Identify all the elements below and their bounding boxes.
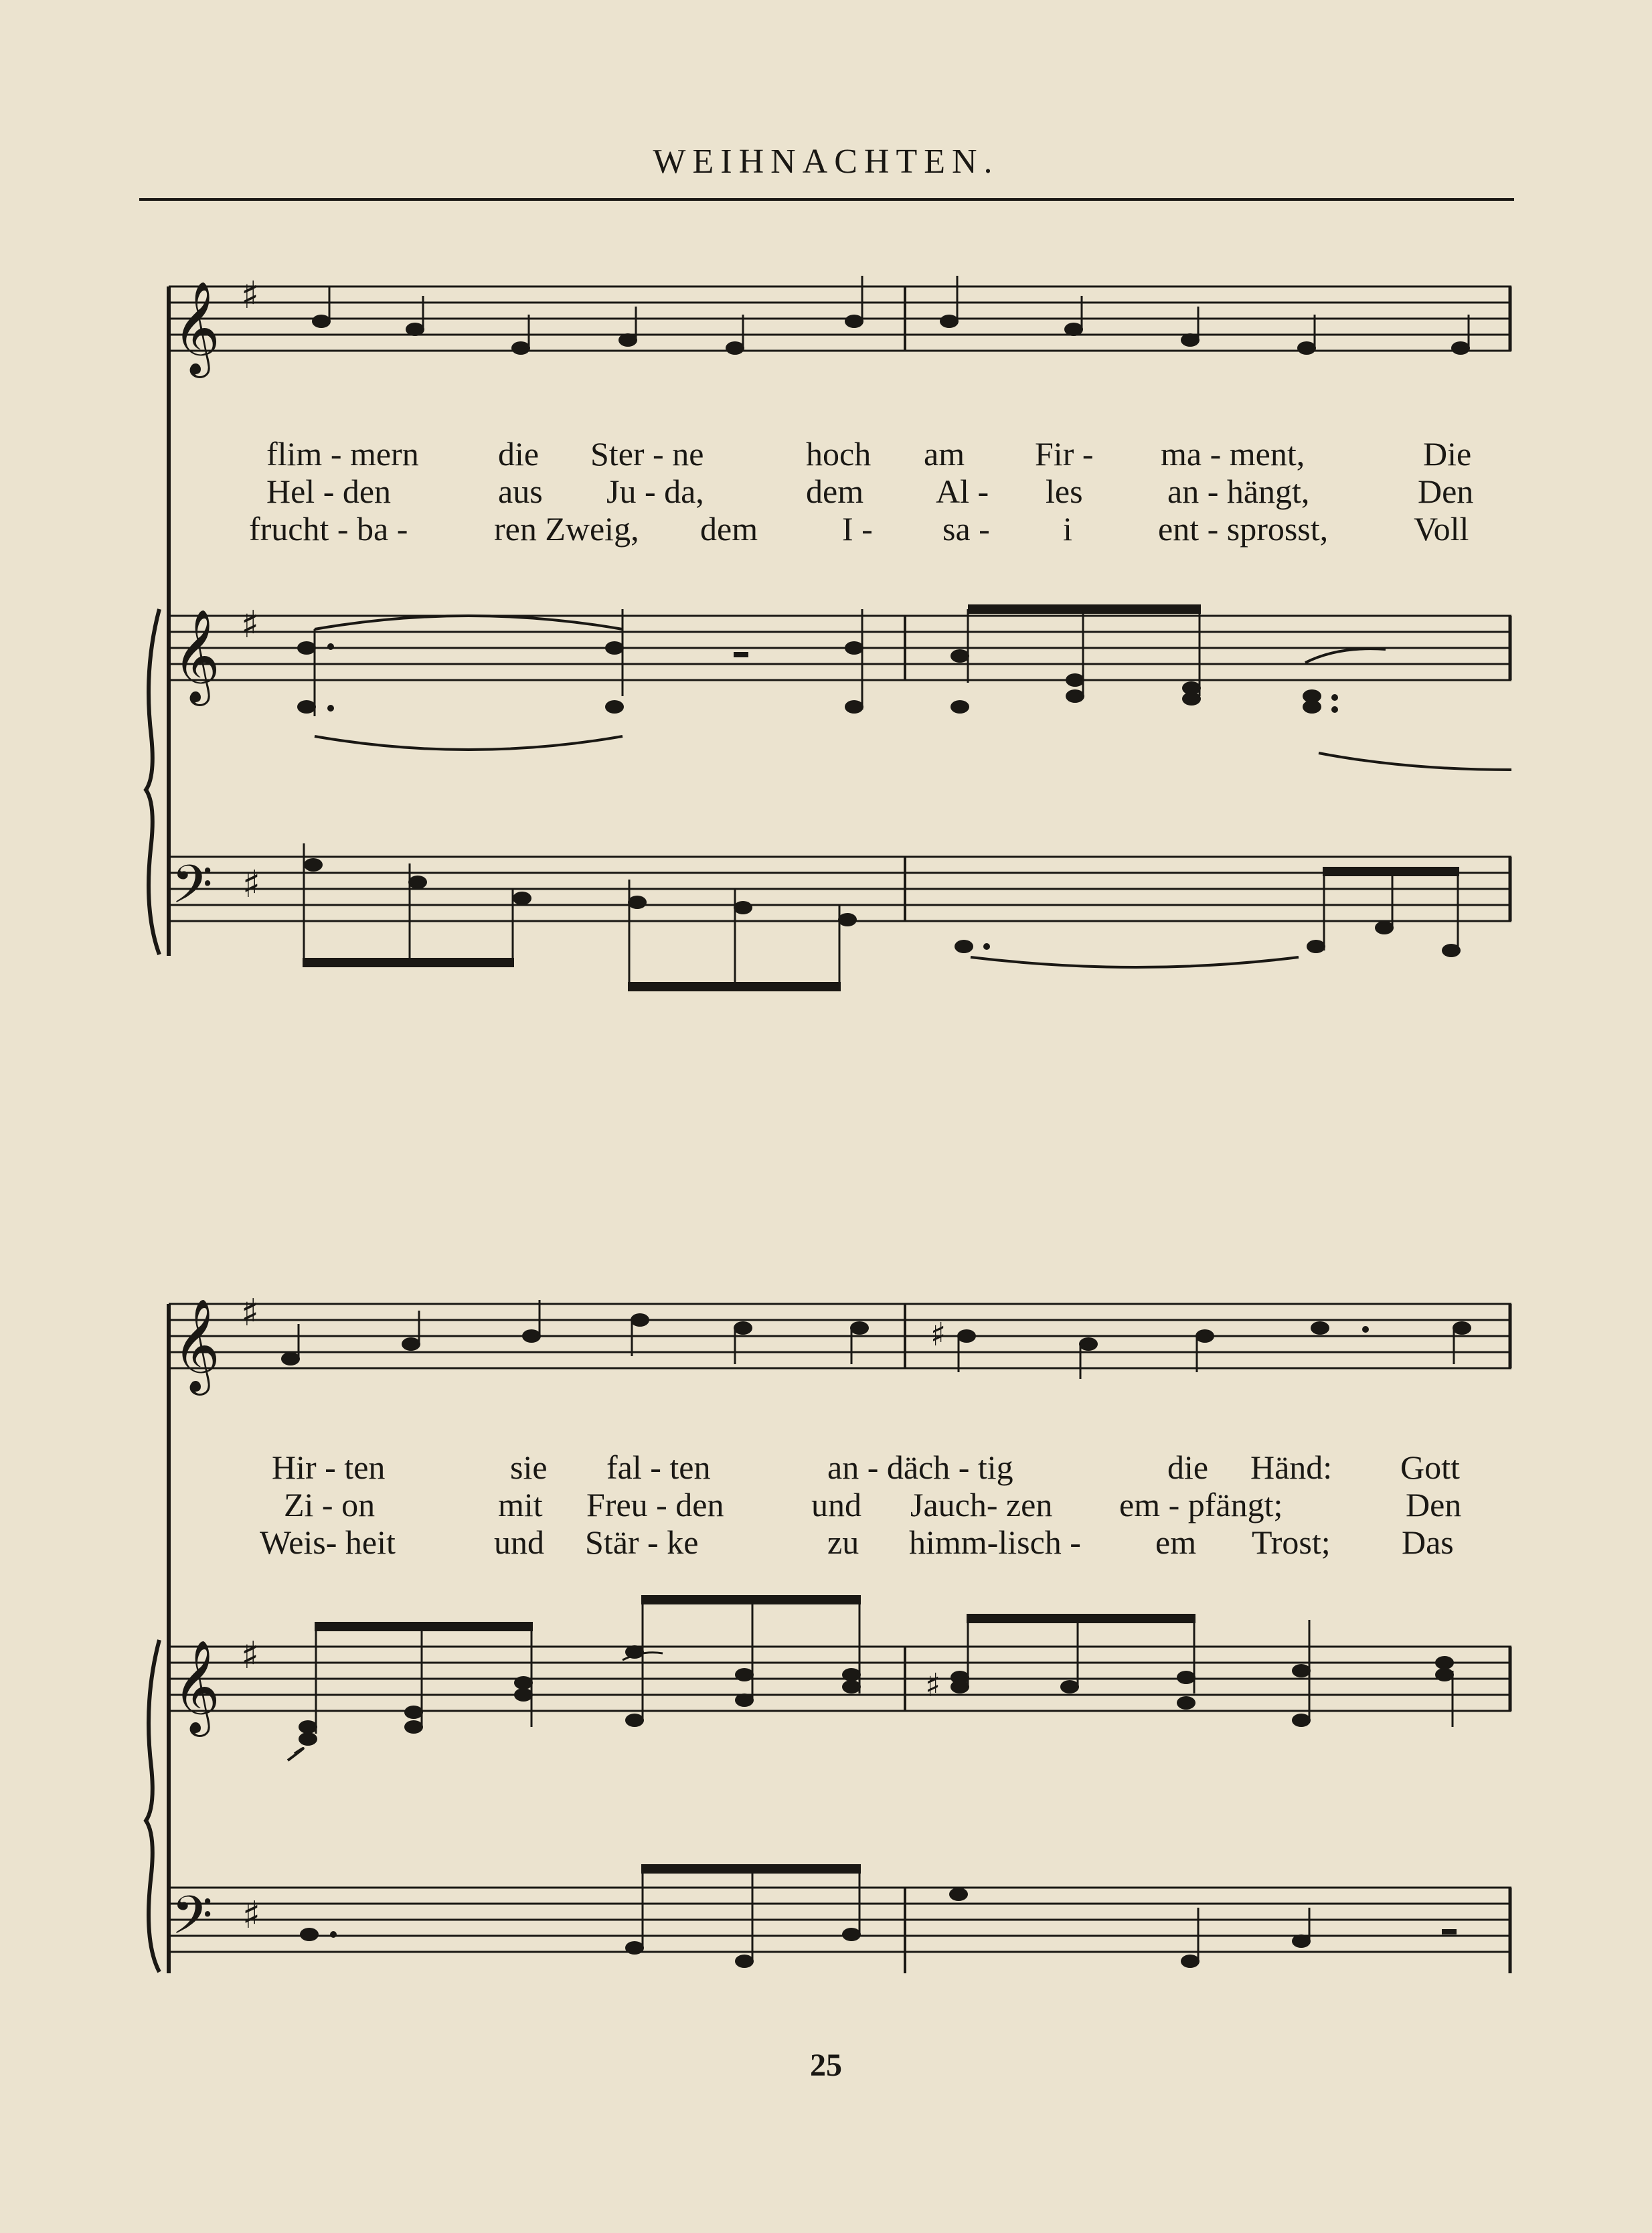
lyric-syllable: les xyxy=(1046,473,1083,510)
svg-text:♯: ♯ xyxy=(242,1894,261,1937)
system-2-lyric-line-1 xyxy=(0,1449,1652,1486)
lyric-syllable: dem xyxy=(700,510,758,548)
svg-text:𝄞: 𝄞 xyxy=(173,609,220,702)
page-number: 25 xyxy=(810,2048,842,2083)
lyric-syllable: und xyxy=(494,1523,544,1561)
lyric-syllable: I - xyxy=(842,510,873,548)
lyric-syllable: Gott xyxy=(1400,1449,1460,1486)
lyric-syllable: em - pfängt; xyxy=(1119,1486,1283,1523)
lyric-syllable: fal - ten xyxy=(606,1449,711,1486)
system-1-score xyxy=(0,254,1652,997)
svg-text:♯: ♯ xyxy=(925,1667,941,1704)
lyric-syllable: Händ: xyxy=(1250,1449,1333,1486)
svg-text:♯: ♯ xyxy=(241,274,260,317)
svg-text:𝄞: 𝄞 xyxy=(173,281,220,374)
system-2-score xyxy=(0,1265,1652,1988)
lyric-syllable: Zi - on xyxy=(284,1486,376,1523)
lyric-syllable: Al - xyxy=(936,473,989,510)
lyric-syllable: Ster - ne xyxy=(590,435,704,473)
lyric-syllable: Voll xyxy=(1414,510,1469,548)
lyric-syllable: Jauch- zen xyxy=(910,1486,1053,1523)
system-1-lyric-line-2 xyxy=(0,473,1652,510)
system-1-lyric-line-3 xyxy=(0,510,1652,548)
svg-text:♯: ♯ xyxy=(241,1634,260,1677)
lyric-syllable: ent - sprosst, xyxy=(1158,510,1329,548)
lyric-syllable: am xyxy=(924,435,965,473)
lyric-syllable: sa - xyxy=(942,510,990,548)
lyric-syllable: an - däch - tig xyxy=(827,1449,1013,1486)
lyric-syllable: Stär - ke xyxy=(585,1523,699,1561)
lyric-syllable: Das xyxy=(1402,1523,1454,1561)
lyric-syllable: ren Zweig, xyxy=(494,510,639,548)
system-1-lyric-line-1 xyxy=(0,435,1652,473)
lyric-syllable: dem xyxy=(806,473,864,510)
lyric-syllable: aus xyxy=(498,473,543,510)
lyric-syllable: Ju - da, xyxy=(606,473,704,510)
lyric-syllable: hoch xyxy=(806,435,872,473)
svg-text:♯: ♯ xyxy=(242,863,261,906)
lyric-syllable: frucht - ba - xyxy=(249,510,408,548)
svg-text:𝄞: 𝄞 xyxy=(173,1640,220,1733)
svg-text:𝄢: 𝄢 xyxy=(171,1884,213,1959)
vocal-staff xyxy=(169,286,1511,351)
lyric-syllable: Hir - ten xyxy=(272,1449,386,1486)
svg-text:♯: ♯ xyxy=(241,1291,260,1335)
lyric-syllable: sie xyxy=(510,1449,548,1486)
lyric-syllable: Den xyxy=(1418,473,1474,510)
lyric-syllable: und xyxy=(811,1486,861,1523)
lyric-syllable: Hel - den xyxy=(266,473,392,510)
lyric-syllable: Fir - xyxy=(1035,435,1094,473)
lyric-syllable: flim - mern xyxy=(266,435,419,473)
lyric-syllable: i xyxy=(1063,510,1072,548)
header-rule xyxy=(139,198,1514,201)
lyric-syllable: Den xyxy=(1406,1486,1462,1523)
piano-treble-staff xyxy=(169,616,1511,680)
lyric-syllable: die xyxy=(1167,1449,1209,1486)
svg-text:𝄢: 𝄢 xyxy=(171,853,213,928)
lyric-syllable: ma - ment, xyxy=(1161,435,1305,473)
lyric-syllable: himm-lisch - xyxy=(909,1523,1081,1561)
lyric-syllable: an - hängt, xyxy=(1167,473,1310,510)
lyric-syllable: die xyxy=(498,435,540,473)
running-head: WEIHNACHTEN. xyxy=(653,143,999,181)
svg-text:♯: ♯ xyxy=(241,603,260,647)
svg-text:♯: ♯ xyxy=(930,1316,946,1353)
lyric-syllable: Trost; xyxy=(1252,1523,1331,1561)
system-2-lyric-line-3 xyxy=(0,1523,1652,1561)
system-2-lyric-line-2 xyxy=(0,1486,1652,1523)
lyric-syllable: Freu - den xyxy=(586,1486,724,1523)
lyric-syllable: em xyxy=(1155,1523,1197,1561)
svg-text:𝄞: 𝄞 xyxy=(173,1299,220,1392)
lyric-syllable: zu xyxy=(827,1523,859,1561)
vocal-staff xyxy=(169,1304,1511,1368)
lyric-syllable: mit xyxy=(498,1486,543,1523)
lyric-syllable: Weis- heit xyxy=(260,1523,396,1561)
lyric-syllable: Die xyxy=(1423,435,1472,473)
